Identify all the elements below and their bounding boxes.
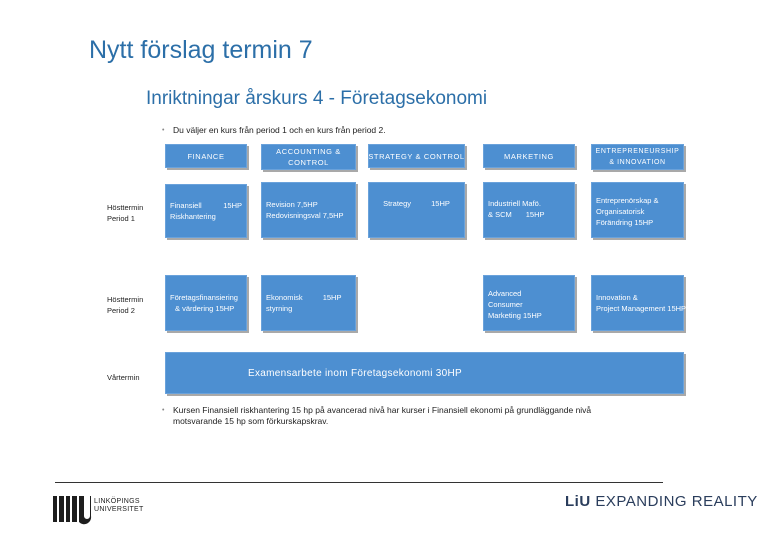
logo-line1: LINKÖPINGS (94, 498, 140, 505)
row-label-period1: Hösttermin Period 1 (107, 203, 144, 223)
bullet-bottom-text: Kursen Finansiell riskhantering 15 hp på avancerad nivå har kurser i Finansiell ekonomi på grundläggande nivå motsvarande 15 hp som förkurskapskrav. (173, 405, 592, 426)
cell-entre-p1-line1: Entreprenörskap & (596, 196, 659, 205)
cell-accounting-p2-name: Ekonomisk (266, 293, 303, 302)
cell-entre-p1-line2: Organisatorisk (596, 207, 645, 216)
thesis-text: Examensarbete inom Företagsekonomi 30HP (248, 368, 463, 379)
bullet-top-text: Du väljer en kurs från period 1 och en kurs från period 2. (173, 125, 386, 135)
cell-strategy-p1 (368, 182, 465, 238)
liu-logo-icon (53, 492, 91, 524)
tagline (565, 493, 758, 510)
cell-entre-p2 (591, 275, 687, 331)
cell-marketing-p2-line2: Consumer (488, 300, 523, 309)
cell-marketing-p1-line1: Industriell Mafö. (488, 199, 541, 208)
tagline-liu: LiU (565, 493, 591, 510)
cell-marketing-p2 (483, 275, 575, 331)
row-label-spring: Vårtermin (107, 373, 140, 382)
cell-finance-p2 (165, 275, 247, 331)
cell-finance-p1 (165, 184, 247, 238)
cell-entre-p2-line1: Innovation & (596, 293, 638, 302)
cell-marketing-p1 (483, 182, 575, 238)
cell-strategy-p1-credits: 15HP (431, 199, 450, 208)
row-label-period2: Hösttermin Period 2 (107, 295, 144, 315)
cell-accounting-p2-name2: styrning (266, 304, 293, 313)
tagline-rest: EXPANDING REALITY (595, 493, 758, 510)
footer-divider (55, 482, 663, 483)
logo-text (94, 498, 144, 514)
bullet-bottom (162, 405, 623, 427)
header-accounting: ACCOUNTING & CONTROL (261, 144, 356, 170)
page-subtitle: Inriktningar årskurs 4 - Företagsekonomi (146, 88, 488, 109)
cell-finance-p2-line2: & värdering 15HP (175, 304, 235, 313)
page-title: Nytt förslag termin 7 (89, 36, 313, 64)
cell-finance-p1-name2: Riskhantering (170, 212, 216, 221)
cell-accounting-p1 (261, 182, 356, 238)
cell-entre-p2-line2: Project Management 15HP (596, 304, 687, 313)
bullet-top (162, 125, 503, 136)
logo-line2: UNIVERSITET (94, 506, 144, 513)
cell-accounting-p2-credits: 15HP (322, 293, 342, 302)
cell-finance-p1-credits: 15HP (223, 201, 242, 210)
cell-entre-p1 (591, 182, 684, 238)
cell-marketing-p2-line1: Advanced (488, 289, 522, 298)
bullet-dot: • (162, 127, 165, 134)
thesis-bar (165, 352, 684, 394)
header-finance: FINANCE (165, 144, 247, 168)
cell-strategy-p1-name: Strategy (383, 199, 411, 208)
cell-entre-p1-line3: Förändring 15HP (596, 218, 654, 227)
cell-accounting-p1-line2: Redovisningsval 7,5HP (266, 211, 344, 220)
cell-finance-p2-line1: Företagsfinansiering (170, 293, 238, 302)
header-entrepreneurship: ENTREPRENEURSHIP & INNOVATION (591, 144, 684, 170)
cell-marketing-p2-line3: Marketing 15HP (488, 311, 542, 320)
cell-marketing-p1-line2: & SCM (488, 210, 512, 219)
cell-finance-p1-name: Finansiell (170, 201, 202, 210)
header-marketing: MARKETING (483, 144, 575, 168)
header-strategy: STRATEGY & CONTROL (368, 144, 465, 168)
cell-marketing-p1-credits: 15HP (525, 210, 545, 219)
bullet-dot: • (162, 407, 165, 414)
cell-accounting-p1-line1: Revision 7,5HP (266, 200, 318, 209)
cell-accounting-p2 (261, 275, 356, 331)
